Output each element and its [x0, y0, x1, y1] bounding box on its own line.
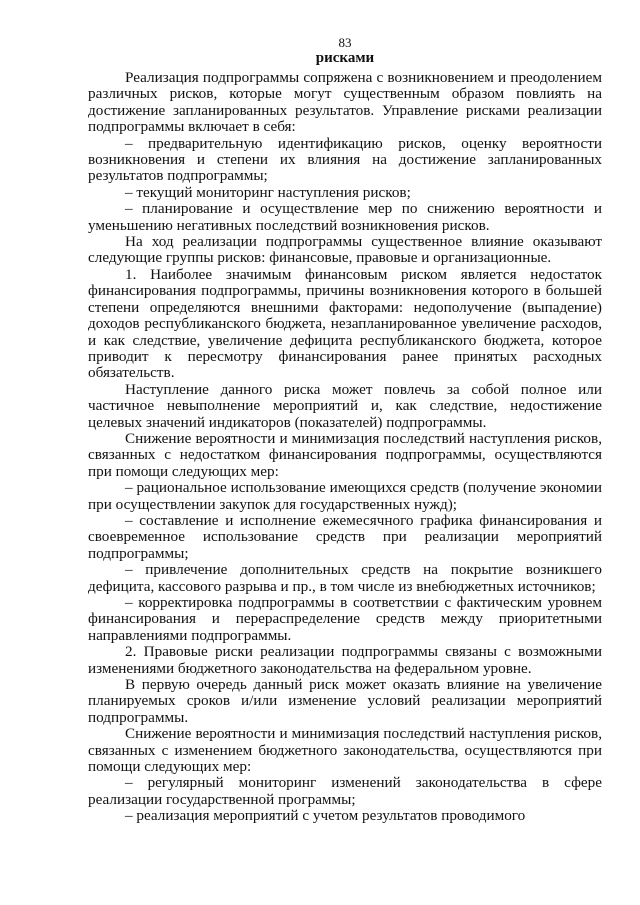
paragraph: Реализация подпрограммы сопряжена с возникновением и преодолением различных рисков, которые могут существенным образом повлиять на достижение запланированных результатов. Управление рисками реализации подпрограммы включает в себя: — [88, 69, 602, 136]
list-item: – корректировка подпрограммы в соответствии с фактическим уровнем финансирования и перераспределение средств между приоритетными направлениями подпрограммы. — [88, 594, 602, 644]
list-item: – текущий мониторинг наступления рисков; — [125, 183, 411, 201]
list-item: – рациональное использование имеющихся средств (получение экономии при осуществлении закупок для государственных нужд); — [88, 479, 602, 513]
section-heading: рисками — [315, 50, 375, 66]
paragraph: 2. Правовые риски реализации подпрограммы связаны с возможными изменениями бюджетного законодательства на федеральном уровне. — [88, 643, 602, 677]
list-item: – составление и исполнение ежемесячного графика финансирования и своевременное использование средств при реализации мероприятий подпрограммы; — [88, 511, 602, 562]
paragraph: Наступление данного риска может повлечь за собой полное или частичное невыполнение мероприятий и, как следствие, недостижение целевых значений индикаторов (показателей) подпрограммы. — [88, 380, 602, 431]
list-item: – предварительную идентификацию рисков, оценку вероятности возникновения и степени их влияния на достижение запланированных результатов подпрограммы; — [88, 134, 602, 185]
document-page — [88, 36, 602, 825]
paragraph: Снижение вероятности и минимизация последствий наступления рисков, связанных с недостатком финансирования подпрограммы, осуществляются при помощи следующих мер: — [88, 429, 602, 480]
document-body — [88, 70, 602, 825]
list-item: – планирование и осуществление мер по снижению вероятности и уменьшению негативных последствий возникновения рисков. — [88, 200, 602, 234]
paragraph: 1. Наиболее значимым финансовым риском является недостаток финансирования подпрограммы, причины возникновения которого в большей степени определяются внешними факторами: недополучение (выпадение) доходов республиканского бюджета, незапланированное увеличение расходов, и как следствие, увеличение дефицита республиканского бюджета, которое приводит к пересмотру финансирования ранее принятых расходных обязательств. — [88, 265, 602, 382]
page-number: 83 — [338, 35, 352, 50]
list-item: – привлечение дополнительных средств на покрытие возникшего дефицита, кассового разрыва и пр., в том числе из внебюджетных источников; — [88, 561, 602, 595]
list-item: – регулярный мониторинг изменений законодательства в сфере реализации государственной программы; — [88, 774, 602, 808]
paragraph: Снижение вероятности и минимизация последствий наступления рисков, связанных с изменением бюджетного законодательства, осуществляются при помощи следующих мер: — [88, 725, 602, 776]
list-item: – реализация мероприятий с учетом результатов проводимого — [125, 807, 526, 825]
paragraph: На ход реализации подпрограммы существенное влияние оказывают следующие группы рисков: финансовые, правовые и организационные. — [88, 233, 602, 267]
paragraph: В первую очередь данный риск может оказать влияние на увеличение планируемых сроков и/или изменение условий реализации мероприятий подпрограммы. — [88, 676, 602, 726]
